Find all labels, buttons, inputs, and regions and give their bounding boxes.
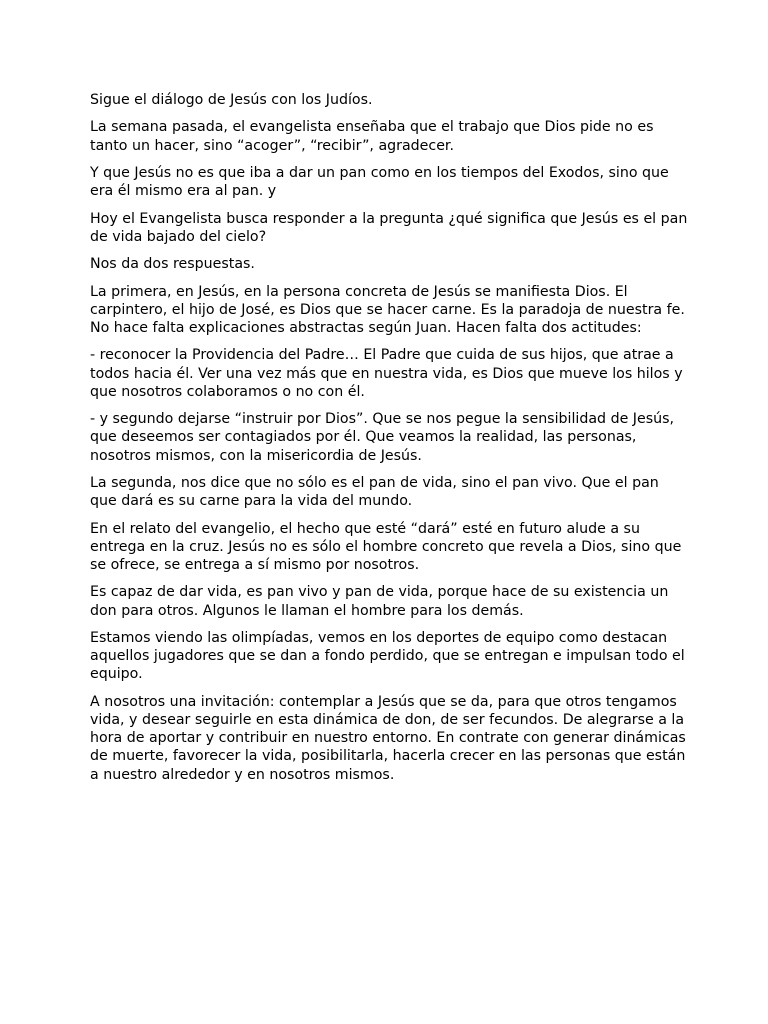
paragraph-7: - reconocer la Providencia del Padre… El Padre que cuida de sus hijos, que atrae a todos hacia él. Ver una vez más que en nuestra vida, es Dios que mueve los hilos y que nosotros colaboramos o no con él.	[90, 347, 683, 400]
paragraph-11: Es capaz de dar vida, es pan vivo y pan de vida, porque hace de su existencia un don para otros. Algunos le llaman el hombre para los demás.	[90, 584, 669, 619]
paragraph-4: Hoy el Evangelista busca responder a la pregunta ¿qué significa que Jesús es el pan de vida bajado del cielo?	[90, 210, 688, 245]
paragraph-6: La primera, en Jesús, en la persona concreta de Jesús se manifiesta Dios. El carpintero, el hijo de José, es Dios que se hacer carne. Es la paradoja de nuestra fe. No hace falta explicaciones abstractas según Juan. Hacen falta dos actitudes:	[90, 283, 685, 336]
paragraph-3: Y que Jesús no es que iba a dar un pan como en los tiempos del Exodos, sino que era él mismo era al pan. y	[90, 164, 669, 200]
paragraph-2: La semana pasada, el evangelista enseñaba que el trabajo que Dios pide no es tanto un hacer, sino “acoger”, “recibir”, agradecer.	[90, 119, 654, 154]
paragraph-12: Estamos viendo las olimpíadas, vemos en los deportes de equipo como destacan aquellos jugadores que se dan a fondo perdido, que se entregan e impulsan todo el equipo.	[90, 629, 685, 683]
paragraph-10: En el relato del evangelio, el hecho que esté “dará” esté en futuro alude a su entrega en la cruz. Jesús no es sólo el hombre concreto que revela a Dios, sino que se ofrece, se entrega a sí mismo por nosotros.	[90, 520, 682, 573]
document-body	[90, 91, 690, 793]
paragraph-9: La segunda, nos dice que no sólo es el pan de vida, sino el pan vivo. Que el pan que dará es su carne para la vida del mundo.	[90, 474, 659, 510]
paragraph-5: Nos da dos respuestas.	[90, 256, 255, 273]
paragraph-1: Sigue el diálogo de Jesús con los Judíos.	[90, 92, 373, 108]
paragraph-13: A nosotros una invitación: contemplar a Jesús que se da, para que otros tengamos vida, y desear seguirle en esta dinámica de don, de ser fecundos. De alegrarse a la hora de aportar y contribuir en nuestro entorno. En contrate con generar dinámicas de muerte, favorecer la vida, posibilitarla, hacerla crecer en las personas que están a nuestro alrededor y en nosotros mismos.	[90, 693, 686, 783]
paragraph-8: - y segundo dejarse “instruir por Dios”. Que se nos pegue la sensibilidad de Jesús, que deseemos ser contagiados por él. Que veamos la realidad, las personas, nosotros mismos, con la misericordia de Jesús.	[90, 411, 675, 464]
